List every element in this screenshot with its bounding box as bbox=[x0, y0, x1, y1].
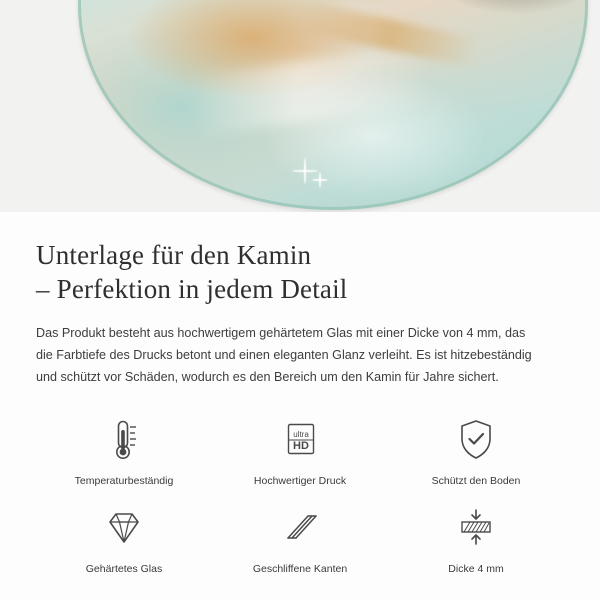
intro-paragraph: Das Produkt besteht aus hochwertigem gehärtetem Glas mit einer Dicke von 4 mm, das die Farbtiefe des Drucks betont und einen eleganten Glanz verleiht. Es ist hitzebeständig und schützt vor Schäden, wodurch es den Bereich um den Kamin für Jahre sichert. bbox=[36, 326, 532, 384]
content-area bbox=[0, 212, 600, 576]
feature-grid bbox=[36, 416, 564, 576]
feature-item-thickness bbox=[388, 504, 564, 576]
feature-label: Geschliffene Kanten bbox=[252, 563, 348, 575]
ultra-hd-icon bbox=[272, 416, 328, 464]
hero-image bbox=[0, 0, 600, 212]
polished-edges-icon bbox=[272, 504, 328, 552]
feature-item-floor-protection bbox=[388, 416, 564, 488]
svg-text:HD: HD bbox=[293, 440, 309, 452]
page-title bbox=[36, 238, 564, 306]
thermometer-icon bbox=[96, 416, 152, 464]
page-title-line-1: Unterlage für den Kamin bbox=[36, 240, 312, 270]
feature-item-temperature bbox=[36, 416, 212, 488]
feature-label: Temperaturbeständig bbox=[74, 475, 174, 487]
thickness-arrows-icon bbox=[448, 504, 504, 552]
feature-label: Schützt den Boden bbox=[431, 475, 521, 487]
feature-item-tempered-glass bbox=[36, 504, 212, 576]
shield-check-icon bbox=[448, 416, 504, 464]
page-title-line-2: – Perfektion in jedem Detail bbox=[36, 274, 348, 304]
diamond-icon bbox=[96, 504, 152, 552]
feature-label: Hochwertiger Druck bbox=[253, 475, 347, 487]
feature-item-print-quality bbox=[212, 416, 388, 488]
feature-item-polished-edges bbox=[212, 504, 388, 576]
feature-label: Gehärtetes Glas bbox=[85, 563, 163, 575]
svg-text:ultra: ultra bbox=[293, 430, 309, 439]
feature-label: Dicke 4 mm bbox=[448, 563, 504, 575]
glass-disc-graphic bbox=[78, 0, 588, 210]
